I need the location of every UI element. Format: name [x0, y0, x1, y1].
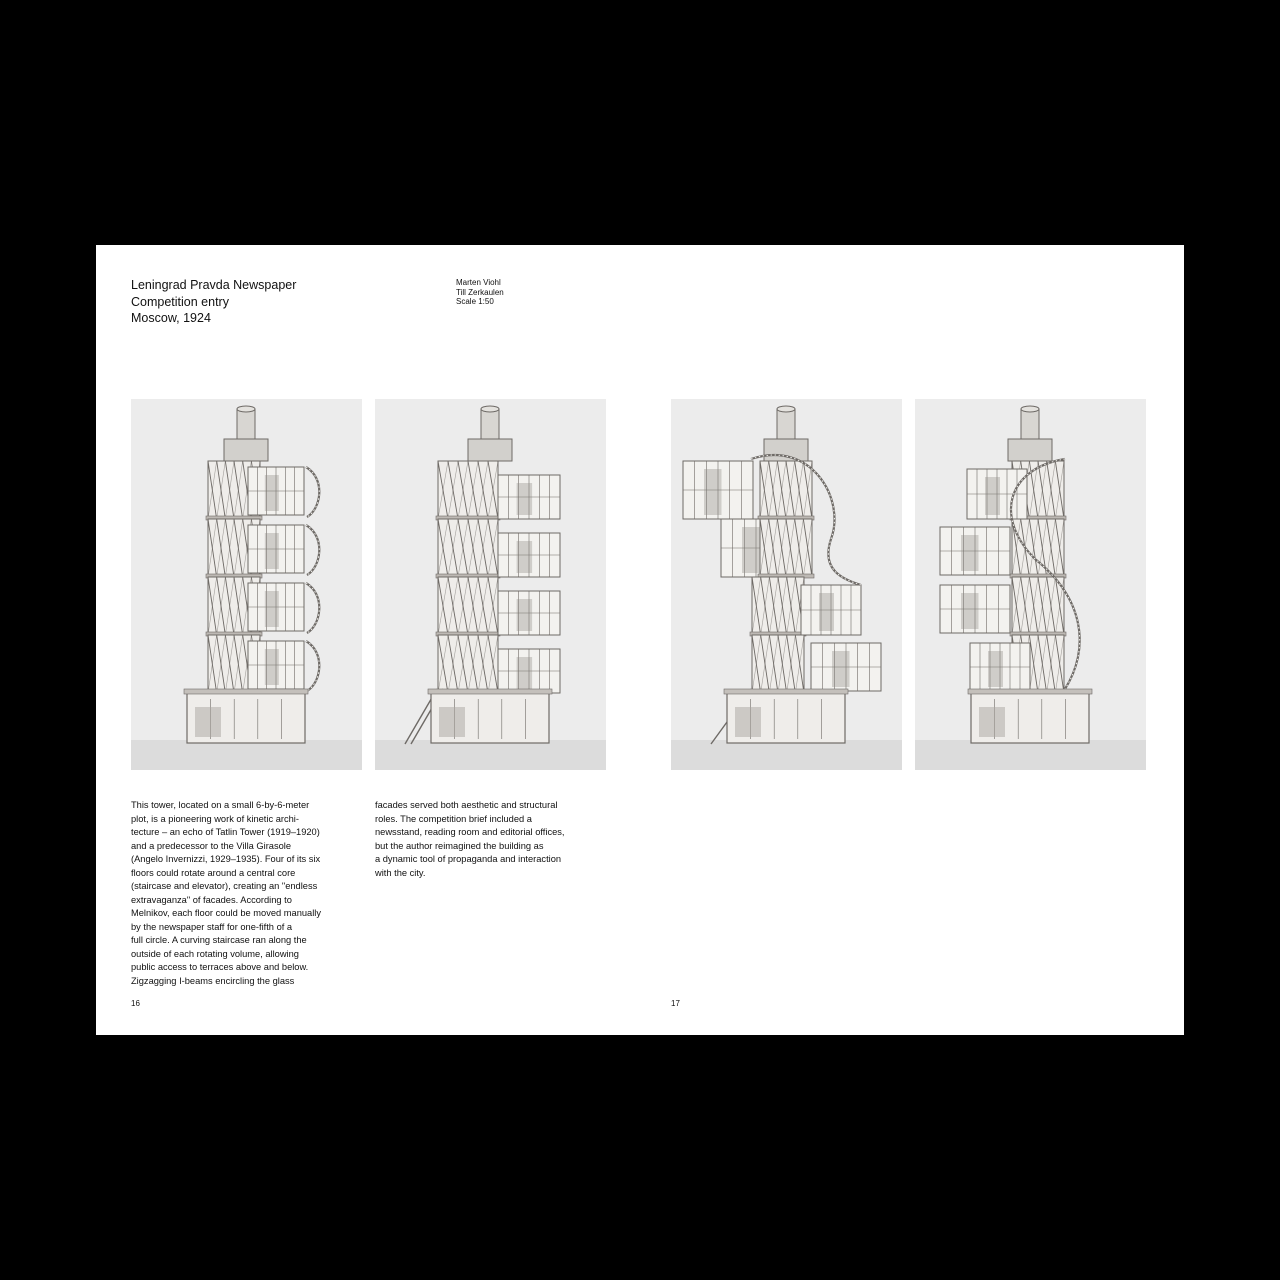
body-text-left — [131, 799, 363, 988]
credit-line: Marten Viohl — [456, 278, 501, 287]
model-photo-front — [131, 399, 362, 770]
page-title — [131, 277, 296, 327]
title-line: Competition entry — [131, 294, 229, 309]
model-photo-rotated-alt — [915, 399, 1146, 770]
page-number-right: 17 — [671, 999, 680, 1008]
title-line: Moscow, 1924 — [131, 311, 211, 325]
credits — [456, 278, 504, 307]
page-number-left: 16 — [131, 999, 140, 1008]
title-line: Leningrad Pravda Newspaper — [131, 278, 297, 292]
model-photo-side — [375, 399, 606, 770]
book-spread — [96, 245, 1184, 1035]
model-photo-rotated — [671, 399, 902, 770]
credit-line: Scale 1:50 — [456, 297, 494, 306]
body-paragraph: facades served both aesthetic and structural roles. The competition brief included a newsstand, reading room and editorial offices, but the author reimagined the building as a dynamic tool of propaganda and interaction with the city. — [375, 800, 565, 878]
body-text-right — [375, 799, 607, 880]
body-paragraph: This tower, located on a small 6-by-6-meter plot, is a pioneering work of kinetic archi- tecture – an echo of Tatlin Tower (1919–1920) and a predecessor to the Villa Girasole (Angelo Invernizzi, 1929–1935). Four of its six floors could rotate around a central core (staircase and elevator), creating an "endless extravaganza" of facades. According to Melnikov, each floor could be moved manually by the newspaper staff for one-fifth of a full circle. A curving staircase ran along the outside of each rotating volume, allowing public access to terraces above and below. Zigzagging I-beams encircling the glass — [131, 800, 321, 986]
credit-line: Till Zerkaulen — [456, 287, 504, 297]
